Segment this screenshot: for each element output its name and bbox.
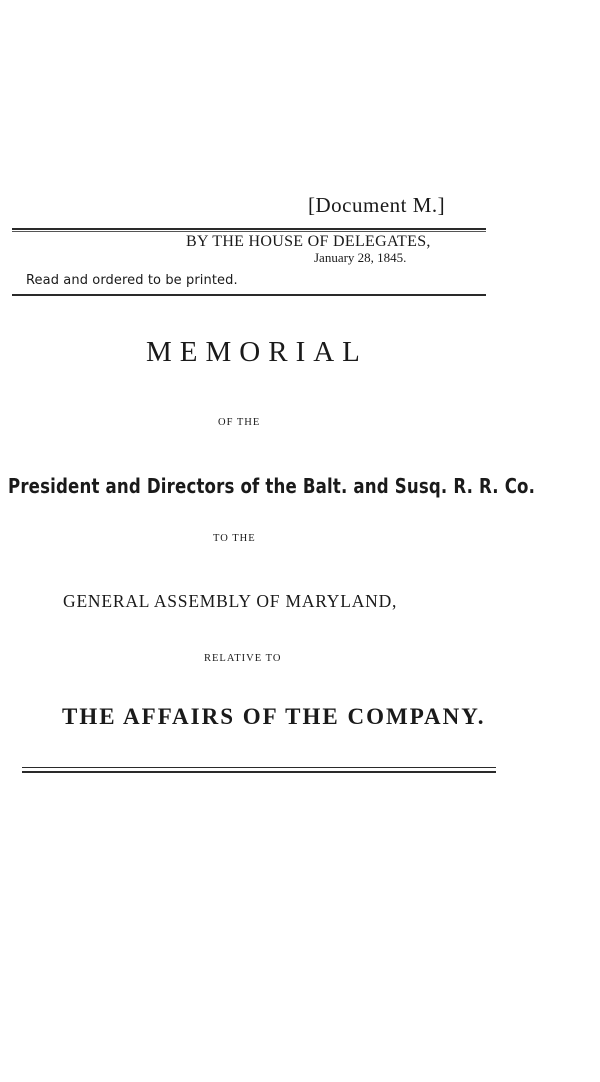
subject-line: THE AFFAIRS OF THE COMPANY. — [62, 704, 486, 729]
relative-to-connector: RELATIVE TO — [204, 653, 282, 664]
footer-rule-top — [22, 767, 496, 768]
document-date: January 28, 1845. — [314, 250, 407, 265]
addressee-line: GENERAL ASSEMBLY OF MARYLAND, — [63, 591, 398, 611]
petitioner-line: President and Directors of the Balt. and Susq. R. R. Co. — [8, 474, 536, 498]
house-of-delegates-heading: BY THE HOUSE OF DELEGATES, — [186, 233, 431, 250]
to-the-connector: TO THE — [213, 533, 256, 544]
header-top-rule-thin — [12, 231, 486, 232]
read-order-note: Read and ordered to be printed. — [26, 273, 238, 288]
footer-rule-bottom — [22, 771, 496, 773]
header-bottom-rule — [12, 294, 486, 296]
memorial-title: MEMORIAL — [146, 336, 368, 368]
of-the-connector: OF THE — [218, 417, 261, 428]
header-top-rule — [12, 228, 486, 230]
document-label: [Document M.] — [308, 193, 446, 217]
